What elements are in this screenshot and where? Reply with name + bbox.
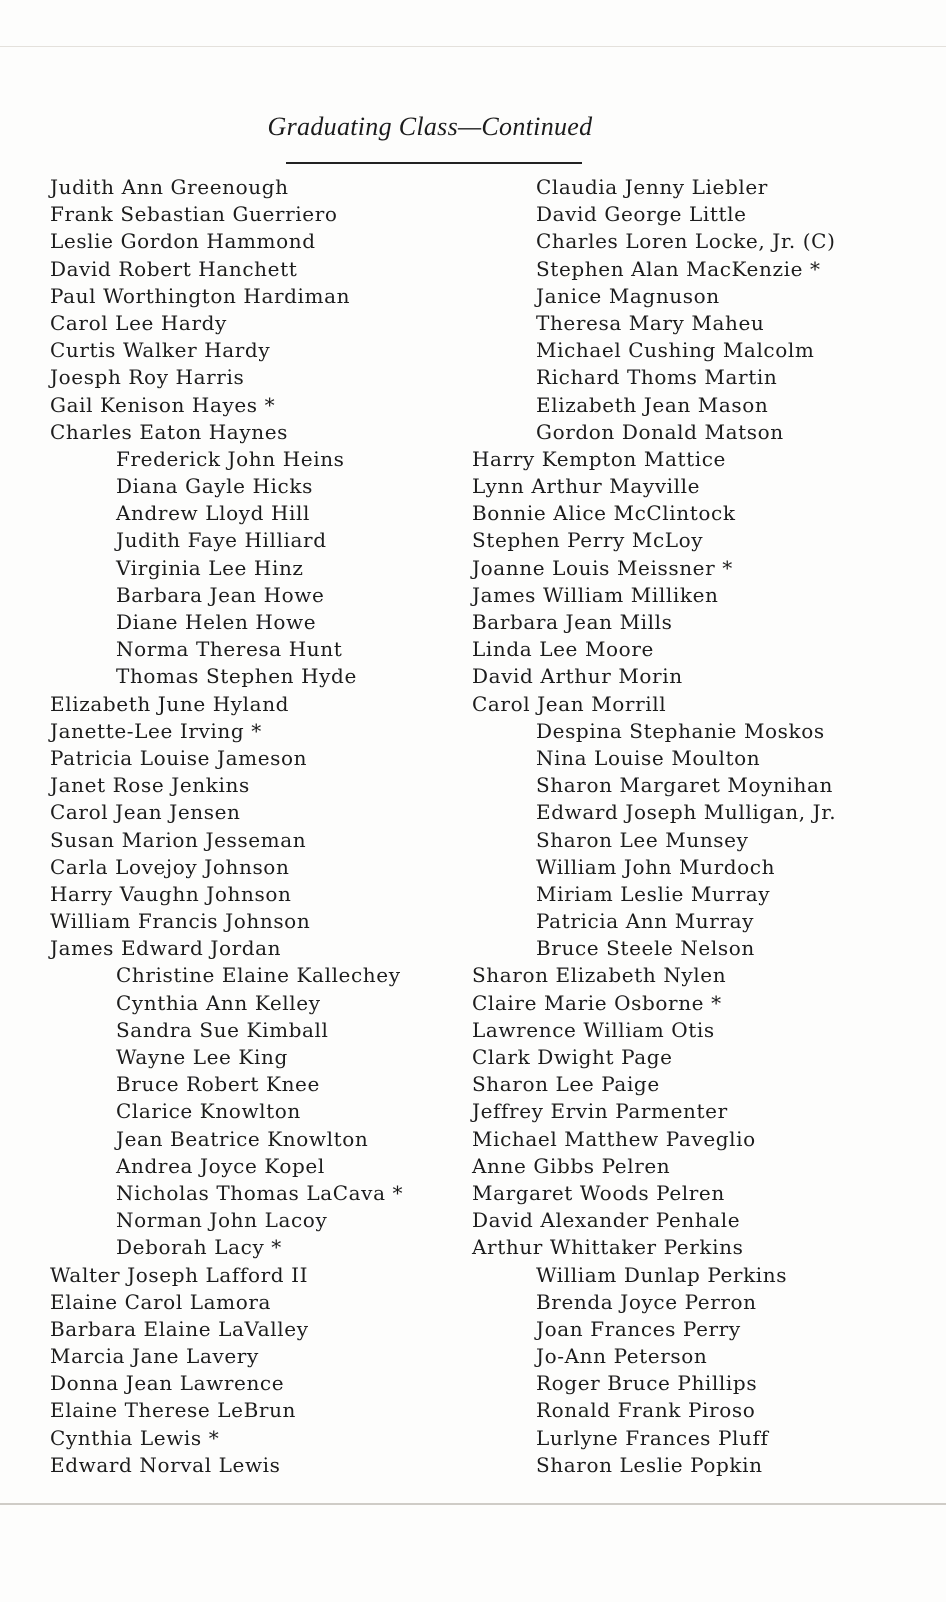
graduate-name: Walter Joseph Lafford II <box>50 1262 309 1287</box>
graduate-name: Paul Worthington Hardiman <box>50 283 351 308</box>
graduate-name: Frederick John Heins <box>116 446 345 471</box>
graduate-name: Barbara Jean Howe <box>116 582 325 607</box>
graduate-name: Lawrence William Otis <box>472 1017 715 1042</box>
graduate-name: Carol Jean Morrill <box>472 691 667 716</box>
graduate-name: Gordon Donald Matson <box>536 419 784 444</box>
right-name-column <box>472 174 932 1479</box>
graduate-name: Gail Kenison Hayes * <box>50 392 276 417</box>
graduate-name: William Dunlap Perkins <box>536 1262 788 1287</box>
graduate-name: Sandra Sue Kimball <box>116 1017 329 1042</box>
graduate-name: Janice Magnuson <box>536 283 720 308</box>
graduate-name: Despina Stephanie Moskos <box>536 718 825 743</box>
graduate-name: Harry Kempton Mattice <box>472 446 726 471</box>
graduate-name: Jeffrey Ervin Parmenter <box>472 1099 728 1124</box>
page-top-edge <box>0 46 946 47</box>
graduate-name: Lurlyne Frances Pluff <box>536 1425 769 1450</box>
graduate-name: Virginia Lee Hinz <box>116 555 304 580</box>
graduate-name: Andrea Joyce Kopel <box>116 1153 325 1178</box>
graduate-name: Nina Louise Moulton <box>536 745 761 770</box>
graduate-name: Anne Gibbs Pelren <box>472 1153 671 1178</box>
graduate-name: Joan Frances Perry <box>536 1316 741 1341</box>
graduate-name: Stephen Perry McLoy <box>472 528 704 553</box>
graduate-name: Jean Beatrice Knowlton <box>116 1126 369 1151</box>
graduate-name: David George Little <box>536 202 747 227</box>
page-title: Graduating Class—Continued <box>267 112 593 141</box>
graduate-name: Cynthia Ann Kelley <box>116 990 321 1015</box>
graduate-name: William Francis Johnson <box>50 909 311 934</box>
graduate-name: Andrew Lloyd Hill <box>116 501 311 526</box>
graduate-name: Norman John Lacoy <box>116 1208 328 1233</box>
page-bottom-edge <box>0 1503 946 1505</box>
graduate-name: Harry Vaughn Johnson <box>50 881 292 906</box>
graduate-name: Roger Bruce Phillips <box>536 1371 758 1396</box>
graduate-name: Clarice Knowlton <box>116 1099 301 1124</box>
graduate-name: Diana Gayle Hicks <box>116 474 313 499</box>
graduate-name: Marcia Jane Lavery <box>50 1344 259 1369</box>
graduate-name: Curtis Walker Hardy <box>50 338 271 363</box>
graduate-name: Charles Eaton Haynes <box>50 419 289 444</box>
graduate-name: James Edward Jordan <box>50 936 282 961</box>
graduate-name: Sharon Lee Paige <box>472 1072 660 1097</box>
graduate-name: Jo-Ann Peterson <box>536 1344 708 1369</box>
graduate-name: Patricia Ann Murray <box>536 909 755 934</box>
graduate-name: Bruce Robert Knee <box>116 1072 320 1097</box>
graduate-name: Carol Lee Hardy <box>50 310 227 335</box>
graduate-name: Edward Norval Lewis <box>50 1452 281 1477</box>
graduate-name: Donna Jean Lawrence <box>50 1371 285 1396</box>
graduate-name: William John Murdoch <box>536 854 776 879</box>
graduate-name: Wayne Lee King <box>116 1045 288 1069</box>
graduate-name: Patricia Louise Jameson <box>50 745 308 770</box>
graduate-name: Norma Theresa Hunt <box>116 637 343 662</box>
graduate-name: Charles Loren Locke, Jr. (C) <box>536 229 836 254</box>
graduate-name: Susan Marion Jesseman <box>50 827 307 852</box>
graduate-name: Michael Cushing Malcolm <box>536 338 815 363</box>
graduate-name: Judith Ann Greenough <box>50 175 289 199</box>
graduate-name: David Alexander Penhale <box>472 1208 741 1233</box>
graduate-name: Brenda Joyce Perron <box>536 1289 757 1314</box>
graduate-name: Edward Joseph Mulligan, Jr. <box>536 800 837 825</box>
title-underline <box>286 162 582 164</box>
graduate-name: Cynthia Lewis * <box>50 1425 220 1450</box>
graduate-name: Deborah Lacy * <box>116 1235 282 1260</box>
graduate-name: Stephen Alan MacKenzie * <box>536 256 821 281</box>
graduate-name: Richard Thoms Martin <box>536 365 778 390</box>
graduate-name: Janette-Lee Irving * <box>50 718 262 743</box>
graduate-name: James William Milliken <box>472 582 719 607</box>
graduate-name: Barbara Elaine LaValley <box>50 1316 309 1341</box>
graduate-name: Claudia Jenny Liebler <box>536 175 768 199</box>
graduate-name: Janet Rose Jenkins <box>50 773 250 798</box>
graduate-name: Ronald Frank Piroso <box>536 1398 756 1423</box>
left-name-column <box>50 174 470 1479</box>
graduate-name: David Arthur Morin <box>472 664 683 689</box>
graduate-name: Miriam Leslie Murray <box>536 881 771 906</box>
graduate-name: Joesph Roy Harris <box>50 365 245 390</box>
graduate-name: Sharon Lee Munsey <box>536 827 749 852</box>
graduate-name: Bonnie Alice McClintock <box>472 501 736 526</box>
graduate-name: Barbara Jean Mills <box>472 610 673 634</box>
graduate-name: Clark Dwight Page <box>472 1045 673 1069</box>
graduate-name: Thomas Stephen Hyde <box>116 664 357 689</box>
graduate-name: Elaine Therese LeBrun <box>50 1398 297 1423</box>
graduate-name: Sharon Leslie Popkin <box>536 1452 763 1477</box>
graduate-name: Sharon Margaret Moynihan <box>536 773 834 798</box>
graduate-name: Diane Helen Howe <box>116 610 317 634</box>
graduate-name: Bruce Steele Nelson <box>536 936 755 961</box>
graduate-name: Frank Sebastian Guerriero <box>50 202 338 227</box>
graduate-name: Nicholas Thomas LaCava * <box>116 1180 404 1205</box>
graduate-name: Arthur Whittaker Perkins <box>472 1235 744 1260</box>
graduate-name: Claire Marie Osborne * <box>472 990 722 1015</box>
graduate-name: Carol Jean Jensen <box>50 800 241 825</box>
graduate-name: Sharon Elizabeth Nylen <box>472 963 727 988</box>
graduate-name: Lynn Arthur Mayville <box>472 474 701 499</box>
graduate-name: Michael Matthew Paveglio <box>472 1126 756 1151</box>
graduate-name: Elaine Carol Lamora <box>50 1289 272 1314</box>
graduate-name: Theresa Mary Maheu <box>536 310 765 335</box>
graduate-name: Margaret Woods Pelren <box>472 1180 725 1205</box>
graduate-name: Linda Lee Moore <box>472 637 654 662</box>
graduate-name: Elizabeth June Hyland <box>50 691 290 716</box>
graduate-name: Judith Faye Hilliard <box>116 528 327 553</box>
graduate-name: Joanne Louis Meissner * <box>472 555 733 580</box>
graduate-name: Carla Lovejoy Johnson <box>50 854 290 879</box>
graduate-name: Christine Elaine Kallechey <box>116 963 401 988</box>
graduate-name: Leslie Gordon Hammond <box>50 229 316 254</box>
graduate-name: Elizabeth Jean Mason <box>536 392 769 417</box>
graduate-name: David Robert Hanchett <box>50 256 298 281</box>
